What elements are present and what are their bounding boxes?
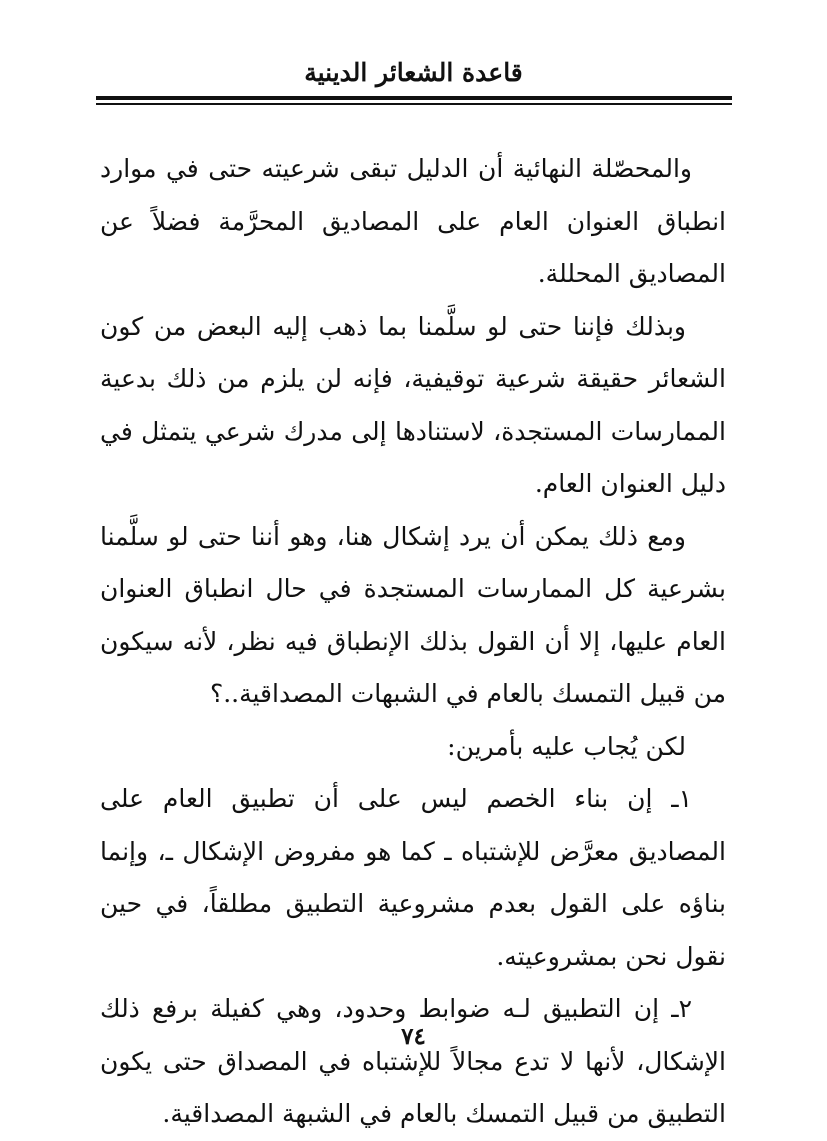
list-item: ٢ـ إن التطبيق لـه ضوابط وحدود، وهي كفيلة برفع ذلك الإشكال، لأنها لا تدع مجالاً للإشتباه في المصداق حتى يكون التطبيق من قبيل التمسك بالعام في الشبهة المصداقية. [100, 994, 726, 1128]
paragraph: والمحصّلة النهائية أن الدليل تبقى شرعيته حتى في موارد انطباق العنوان العام على المصاديق المحرَّمة فضلاً عن المصاديق المحللة. [100, 154, 726, 288]
page-number: ٧٤ [401, 1023, 426, 1050]
paragraph: ومع ذلك يمكن أن يرد إشكال هنا، وهو أننا حتى لو سلَّمنا بشرعية كل الممارسات المستجدة في حال انطباق العنوان العام عليها، إلا أن القول بذلك الإنطباق فيه نظر، لأنه سيكون من قبيل التمسك بالعام في الشبهات المصداقية..؟ [100, 521, 726, 708]
running-header: قاعدة الشعائر الدينية [304, 58, 523, 87]
header-rule-thin [96, 103, 732, 105]
body-text [100, 143, 726, 1141]
header-rule-thick [96, 96, 732, 100]
list-item: ١ـ إن بناء الخصم ليس على أن تطبيق العام على المصاديق معرَّض للإشتباه ـ كما هو مفروض الإشكال ـ، وإنما بناؤه على القول بعدم مشروعية التطبيق مطلقاً، في حين نقول نحن بمشروعيته. [100, 784, 726, 971]
paragraph: وبذلك فإننا حتى لو سلَّمنا بما ذهب إليه البعض من كون الشعائر حقيقة شرعية توقيفية، فإنه لن يلزم من ذلك بدعية الممارسات المستجدة، لاستنادها إلى مدرك شرعي يتمثل في دليل العنوان العام. [100, 311, 726, 498]
paragraph: لكن يُجاب عليه بأمرين: [447, 731, 686, 761]
